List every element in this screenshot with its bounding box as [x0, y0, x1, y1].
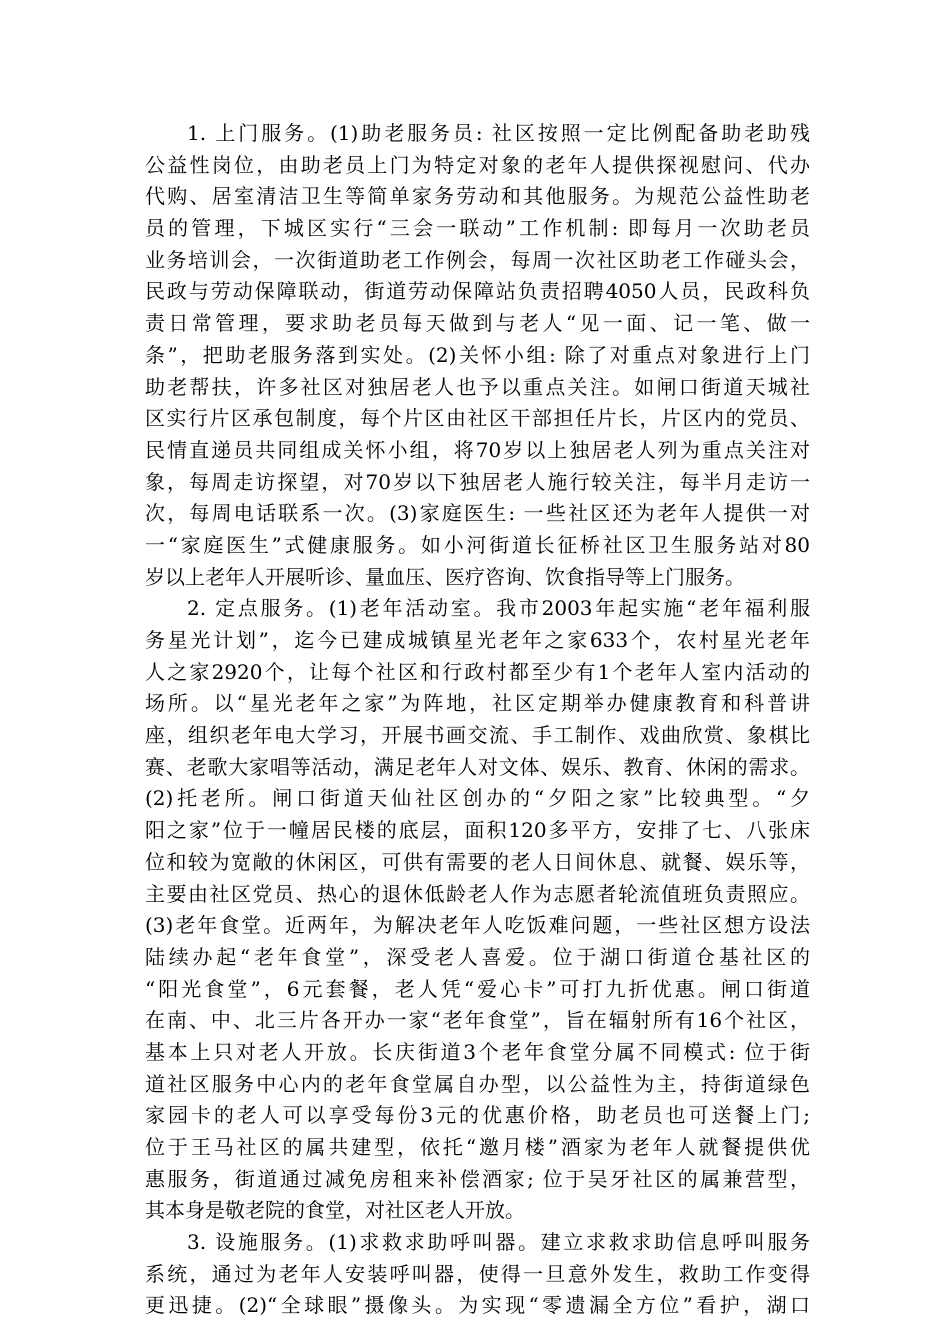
- paragraph-facility-service: [145, 1227, 810, 1322]
- text-line: 位和较为宽敞的休闲区，可供有需要的老人日间休息、就餐、娱乐等，: [145, 849, 810, 874]
- paragraph-fixed-point-service: [145, 593, 810, 1227]
- text-line: 责日常管理，要求助老员每天做到与老人“见一面、记一笔、做一: [145, 311, 810, 336]
- text-line: 阳之家”位于一幢居民楼的底层，面积120多平方，安排了七、八张床: [145, 818, 810, 843]
- text-line: 场所。以“星光老年之家”为阵地，社区定期举办健康教育和科普讲: [145, 691, 810, 716]
- text-line: 条”，把助老服务落到实处。(2)关怀小组: 除了对重点对象进行上门: [145, 342, 810, 367]
- text-line: 助老帮扶，许多社区对独居老人也予以重点关注。如闸口街道天城社: [145, 374, 810, 399]
- text-line: (2)托老所。闸口街道天仙社区创办的“夕阳之家”比较典型。“夕: [145, 786, 810, 811]
- text-line: 员的管理，下城区实行“三会一联动”工作机制: 即每月一次助老员: [145, 216, 810, 241]
- text-line: 系统，通过为老年人安装呼叫器，使得一旦意外发生，救助工作变得: [145, 1261, 810, 1286]
- text-line: 在南、中、北三片各开办一家“老年食堂”，旨在辐射所有16个社区，: [145, 1008, 810, 1033]
- text-line: 更迅捷。(2)“全球眼”摄像头。为实现“零遗漏全方位”看护，湖口: [145, 1293, 810, 1318]
- text-line: 业务培训会，一次街道助老工作例会，每周一次社区助老工作碰头会，: [145, 247, 810, 272]
- text-line: 民情直递员共同组成关怀小组，将70岁以上独居老人列为重点关注对: [145, 437, 810, 462]
- text-line: “阳光食堂”，6元套餐，老人凭“爱心卡”可打九折优惠。闸口街道: [145, 976, 810, 1001]
- text-line: 象，每周走访探望，对70岁以下独居老人施行较关注，每半月走访一: [145, 469, 810, 494]
- text-line: 座，组织老年电大学习，开展书画交流、手工制作、戏曲欣赏、象棋比: [145, 723, 810, 748]
- text-line: 道社区服务中心内的老年食堂属自办型，以公益性为主，持街道绿色: [145, 1071, 810, 1096]
- text-line: 公益性岗位，由助老员上门为特定对象的老年人提供探视慰问、代办: [145, 152, 810, 177]
- text-line: 岁以上老年人开展听诊、量血压、医疗咨询、饮食指导等上门服务。: [145, 564, 745, 589]
- body-text: [145, 118, 810, 1322]
- text-line: 区实行片区承包制度，每个片区由社区干部担任片长，片区内的党员、: [145, 406, 810, 431]
- text-line: 1. 上门服务。(1)助老服务员: 社区按照一定比例配备助老助残: [187, 121, 810, 145]
- paragraph-door-service: [145, 118, 810, 593]
- text-line: (3)老年食堂。近两年，为解决老年人吃饭难问题，一些社区想方设法: [145, 913, 810, 938]
- text-line: 主要由社区党员、热心的退休低龄老人作为志愿者轮流值班负责照应。: [145, 881, 810, 906]
- text-line: 惠服务，街道通过减免房租来补偿酒家; 位于吴牙社区的属兼营型，: [145, 1166, 810, 1191]
- text-line: 陆续办起“老年食堂”，深受老人喜爱。位于湖口街道仓基社区的: [145, 944, 810, 969]
- text-line: 赛、老歌大家唱等活动，满足老年人对文体、娱乐、教育、休闲的需求。: [145, 754, 810, 779]
- text-line: 3. 设施服务。(1)求救求助呼叫器。建立求救求助信息呼叫服务: [187, 1230, 810, 1255]
- text-line: 一“家庭医生”式健康服务。如小河街道长征桥社区卫生服务站对80: [145, 532, 810, 557]
- text-line: 位于王马社区的属共建型，依托“邀月楼”酒家为老年人就餐提供优: [145, 1135, 810, 1159]
- text-line: 2. 定点服务。(1)老年活动室。我市2003年起实施“老年福利服: [187, 596, 810, 621]
- text-line: 家园卡的老人可以享受每份3元的优惠价格，助老员也可送餐上门;: [145, 1103, 810, 1128]
- text-line: 人之家2920个，让每个社区和行政村都至少有1个老年人室内活动的: [145, 659, 810, 684]
- text-line: 务星光计划”，迄今已建成城镇星光老年之家633个，农村星光老年: [145, 628, 810, 652]
- text-line: 基本上只对老人开放。长庆街道3个老年食堂分属不同模式: 位于街: [145, 1039, 810, 1064]
- text-line: 代购、居室清洁卫生等简单家务劳动和其他服务。为规范公益性助老: [145, 184, 810, 209]
- text-line: 次，每周电话联系一次。(3)家庭医生: 一些社区还为老年人提供一对: [145, 501, 810, 526]
- text-line: 民政与劳动保障联动，街道劳动保障站负责招聘4050人员，民政科负: [145, 279, 810, 304]
- text-line: 其本身是敬老院的食堂，对社区老人开放。: [145, 1198, 525, 1223]
